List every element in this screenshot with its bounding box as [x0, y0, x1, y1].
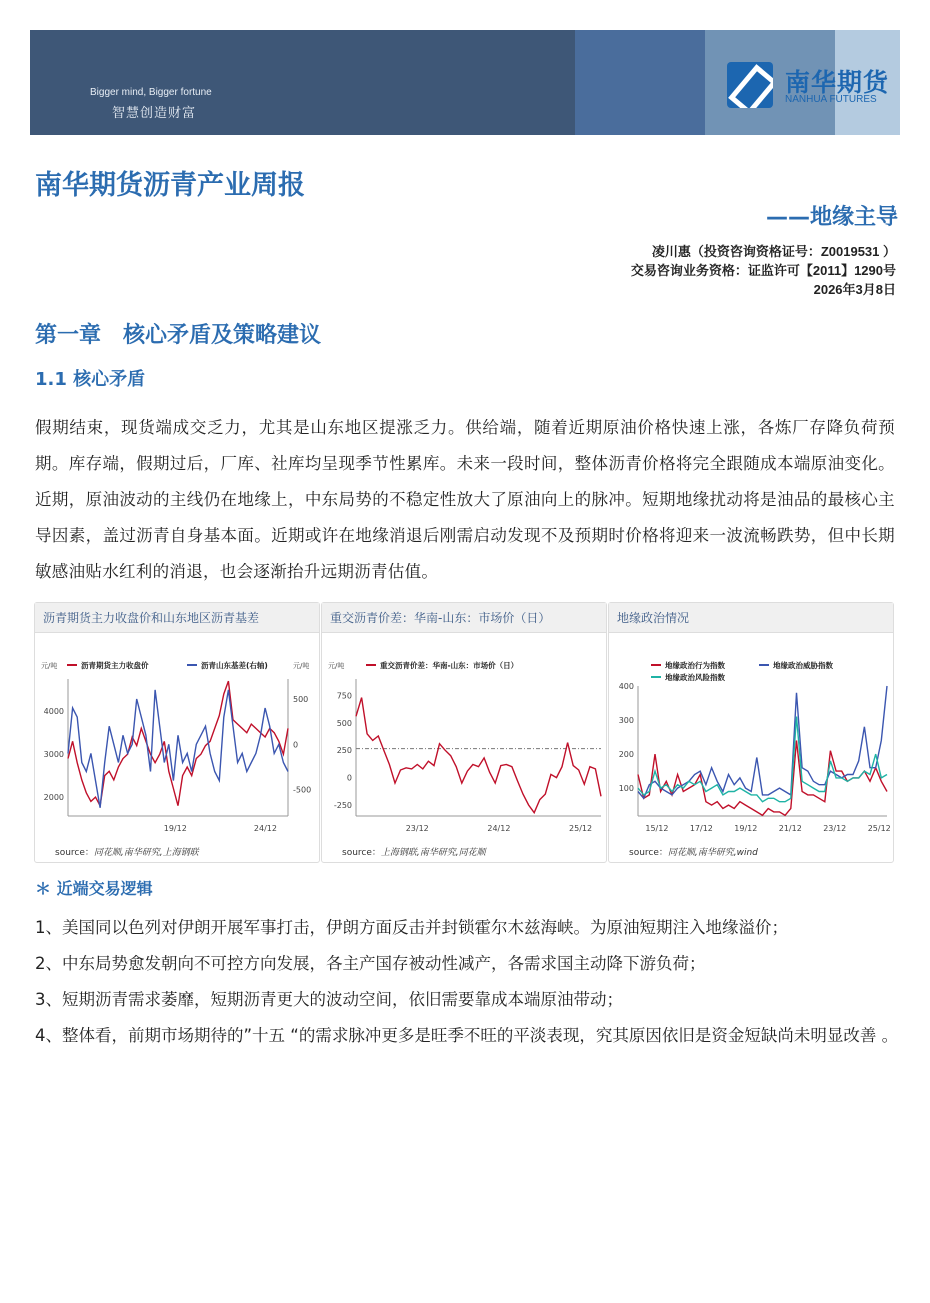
- y2-tick-label: -500: [293, 785, 312, 795]
- y-tick-label: 200: [618, 750, 634, 760]
- report-subtitle: ——地缘主导: [765, 205, 898, 230]
- logo-text-en: NANHUA FUTURES: [785, 94, 877, 105]
- y-tick-label: 400: [618, 682, 634, 691]
- x-tick-label: 24/12: [253, 824, 277, 833]
- report-meta: [631, 242, 896, 299]
- x-tick-label: 25/12: [867, 824, 891, 833]
- source-text: 上海钢联,南华研究,同花顺: [380, 848, 486, 858]
- y-tick-label: 750: [336, 691, 352, 701]
- chart-svg: [609, 634, 895, 834]
- x-tick-label: 15/12: [645, 824, 669, 833]
- chart-svg: [322, 634, 608, 834]
- slogan-en: Bigger mind, Bigger fortune: [90, 87, 212, 98]
- header-banner: [30, 30, 900, 135]
- core-paragraph: 假期结束，现货端成交乏力，尤其是山东地区提涨乏力。供给端，随着近期原油价格快速上涨，各炼厂存降负荷预期。库存端，假期过后，厂库、社库均呈现季节性累库。未来一段时间，整体沥青价格将完全跟随成本端原油变化。近期，原油波动的主线仍在地缘上，中东局势的不稳定性放大了原油向上的脉冲。短期地缘扰动将是油品的最核心主导因素，盖过沥青自身基本面。近期或许在地缘消退后刚需启动发现不及预期时价格将迎来一波流畅跌势，但中长期敏感油贴水红利的消退，也会逐渐抬升远期沥青估值。: [35, 418, 895, 581]
- series-line: [68, 681, 288, 806]
- y-tick-label: -250: [333, 801, 352, 811]
- y-tick-label: 500: [336, 718, 352, 728]
- x-tick-label: 17/12: [689, 824, 713, 833]
- chart-source: [629, 845, 758, 858]
- x-tick-label: 23/12: [405, 824, 429, 833]
- legend-label: 地缘政治风险指数: [665, 673, 725, 682]
- chart-title: 地缘政治情况: [609, 603, 893, 633]
- license: 交易咨询业务资格：证监许可【2011】1290号: [630, 263, 896, 278]
- legend-label: 地缘政治威胁指数: [773, 661, 833, 670]
- legend-label: 沥青山东基差(右轴): [201, 661, 268, 670]
- report-title: 南华期货沥青产业周报: [35, 170, 305, 201]
- logic-heading: ＊ 近端交易逻辑: [35, 879, 153, 898]
- series-line: [638, 741, 887, 816]
- source-text: 同花顺,南华研究,wind: [667, 848, 758, 858]
- series-line: [638, 717, 887, 802]
- legend-label: 沥青期货主力收盘价: [81, 661, 149, 670]
- series-line: [356, 698, 601, 813]
- chart-title: 重交沥青价差：华南-山东：市场价（日）: [322, 603, 606, 633]
- report-date: 2026年3月8日: [813, 282, 896, 297]
- x-tick-label: 25/12: [569, 824, 593, 833]
- author: 凌川惠（投资咨询资格证号：Z0019531 ）: [651, 244, 896, 259]
- section-heading: 1.1 核心矛盾: [35, 369, 146, 390]
- x-tick-label: 19/12: [163, 824, 187, 833]
- y-tick-label: 300: [618, 716, 634, 726]
- x-tick-label: 23/12: [823, 824, 847, 833]
- chart-svg: [35, 634, 321, 834]
- legend-label: 重交沥青价差：华南-山东：市场价（日）: [380, 661, 519, 670]
- unit-label: 元/吨: [328, 662, 345, 670]
- y2-tick-label: 0: [293, 740, 299, 750]
- unit-label-right: 元/吨: [293, 662, 310, 670]
- chart-title: 沥青期货主力收盘价和山东地区沥青基差: [35, 603, 319, 633]
- logic-list: [35, 910, 900, 1054]
- source-text: 同花顺,南华研究,上海钢联: [93, 848, 199, 858]
- x-tick-label: 19/12: [734, 824, 758, 833]
- y-tick-label: 250: [336, 746, 352, 756]
- y-tick-label: 2000: [43, 793, 64, 803]
- y-tick-label: 4000: [43, 707, 64, 717]
- y-tick-label: 3000: [43, 750, 64, 760]
- y2-tick-label: 500: [293, 694, 309, 704]
- unit-label: 元/吨: [41, 662, 58, 670]
- logic-item: 4、整体看，前期市场期待的”十五 “的需求脉冲更多是旺季不旺的平淡表现，究其原因依旧是资金短缺尚未明显改善 。: [35, 1026, 899, 1045]
- x-tick-label: 21/12: [778, 824, 802, 833]
- logic-item: 1、美国同以色列对伊朗开展军事打击，伊朗方面反击并封锁霍尔木兹海峡。为原油短期注入地缘溢价；: [35, 918, 788, 937]
- logo-text-cn: 南华期货: [785, 68, 890, 97]
- chart-geopolitics: [608, 602, 894, 863]
- chart-basis: [34, 602, 320, 863]
- x-tick-label: 24/12: [487, 824, 511, 833]
- source-label: source：: [55, 848, 94, 858]
- slogan-cn: 智慧创造财富: [112, 106, 197, 121]
- logic-item: 2、中东局势愈发朝向不可控方向发展，各主产国存被动性减产，各需求国主动降下游负荷；: [35, 954, 706, 973]
- chapter-heading: 第一章 核心矛盾及策略建议: [35, 323, 322, 348]
- y-tick-label: 0: [346, 773, 352, 783]
- source-label: source：: [342, 848, 381, 858]
- source-label: source：: [629, 848, 668, 858]
- chart-spread: [321, 602, 607, 863]
- logic-item: 3、短期沥青需求萎靡，短期沥青更大的波动空间，依旧需要靠成本端原油带动；: [35, 990, 623, 1009]
- chart-source: [55, 845, 199, 858]
- y-tick-label: 100: [618, 784, 634, 794]
- legend-label: 地缘政治行为指数: [665, 661, 725, 670]
- nanhua-logo-icon: [727, 62, 773, 108]
- banner-stripe: [575, 30, 705, 135]
- series-line: [68, 690, 288, 808]
- chart-source: [342, 845, 486, 858]
